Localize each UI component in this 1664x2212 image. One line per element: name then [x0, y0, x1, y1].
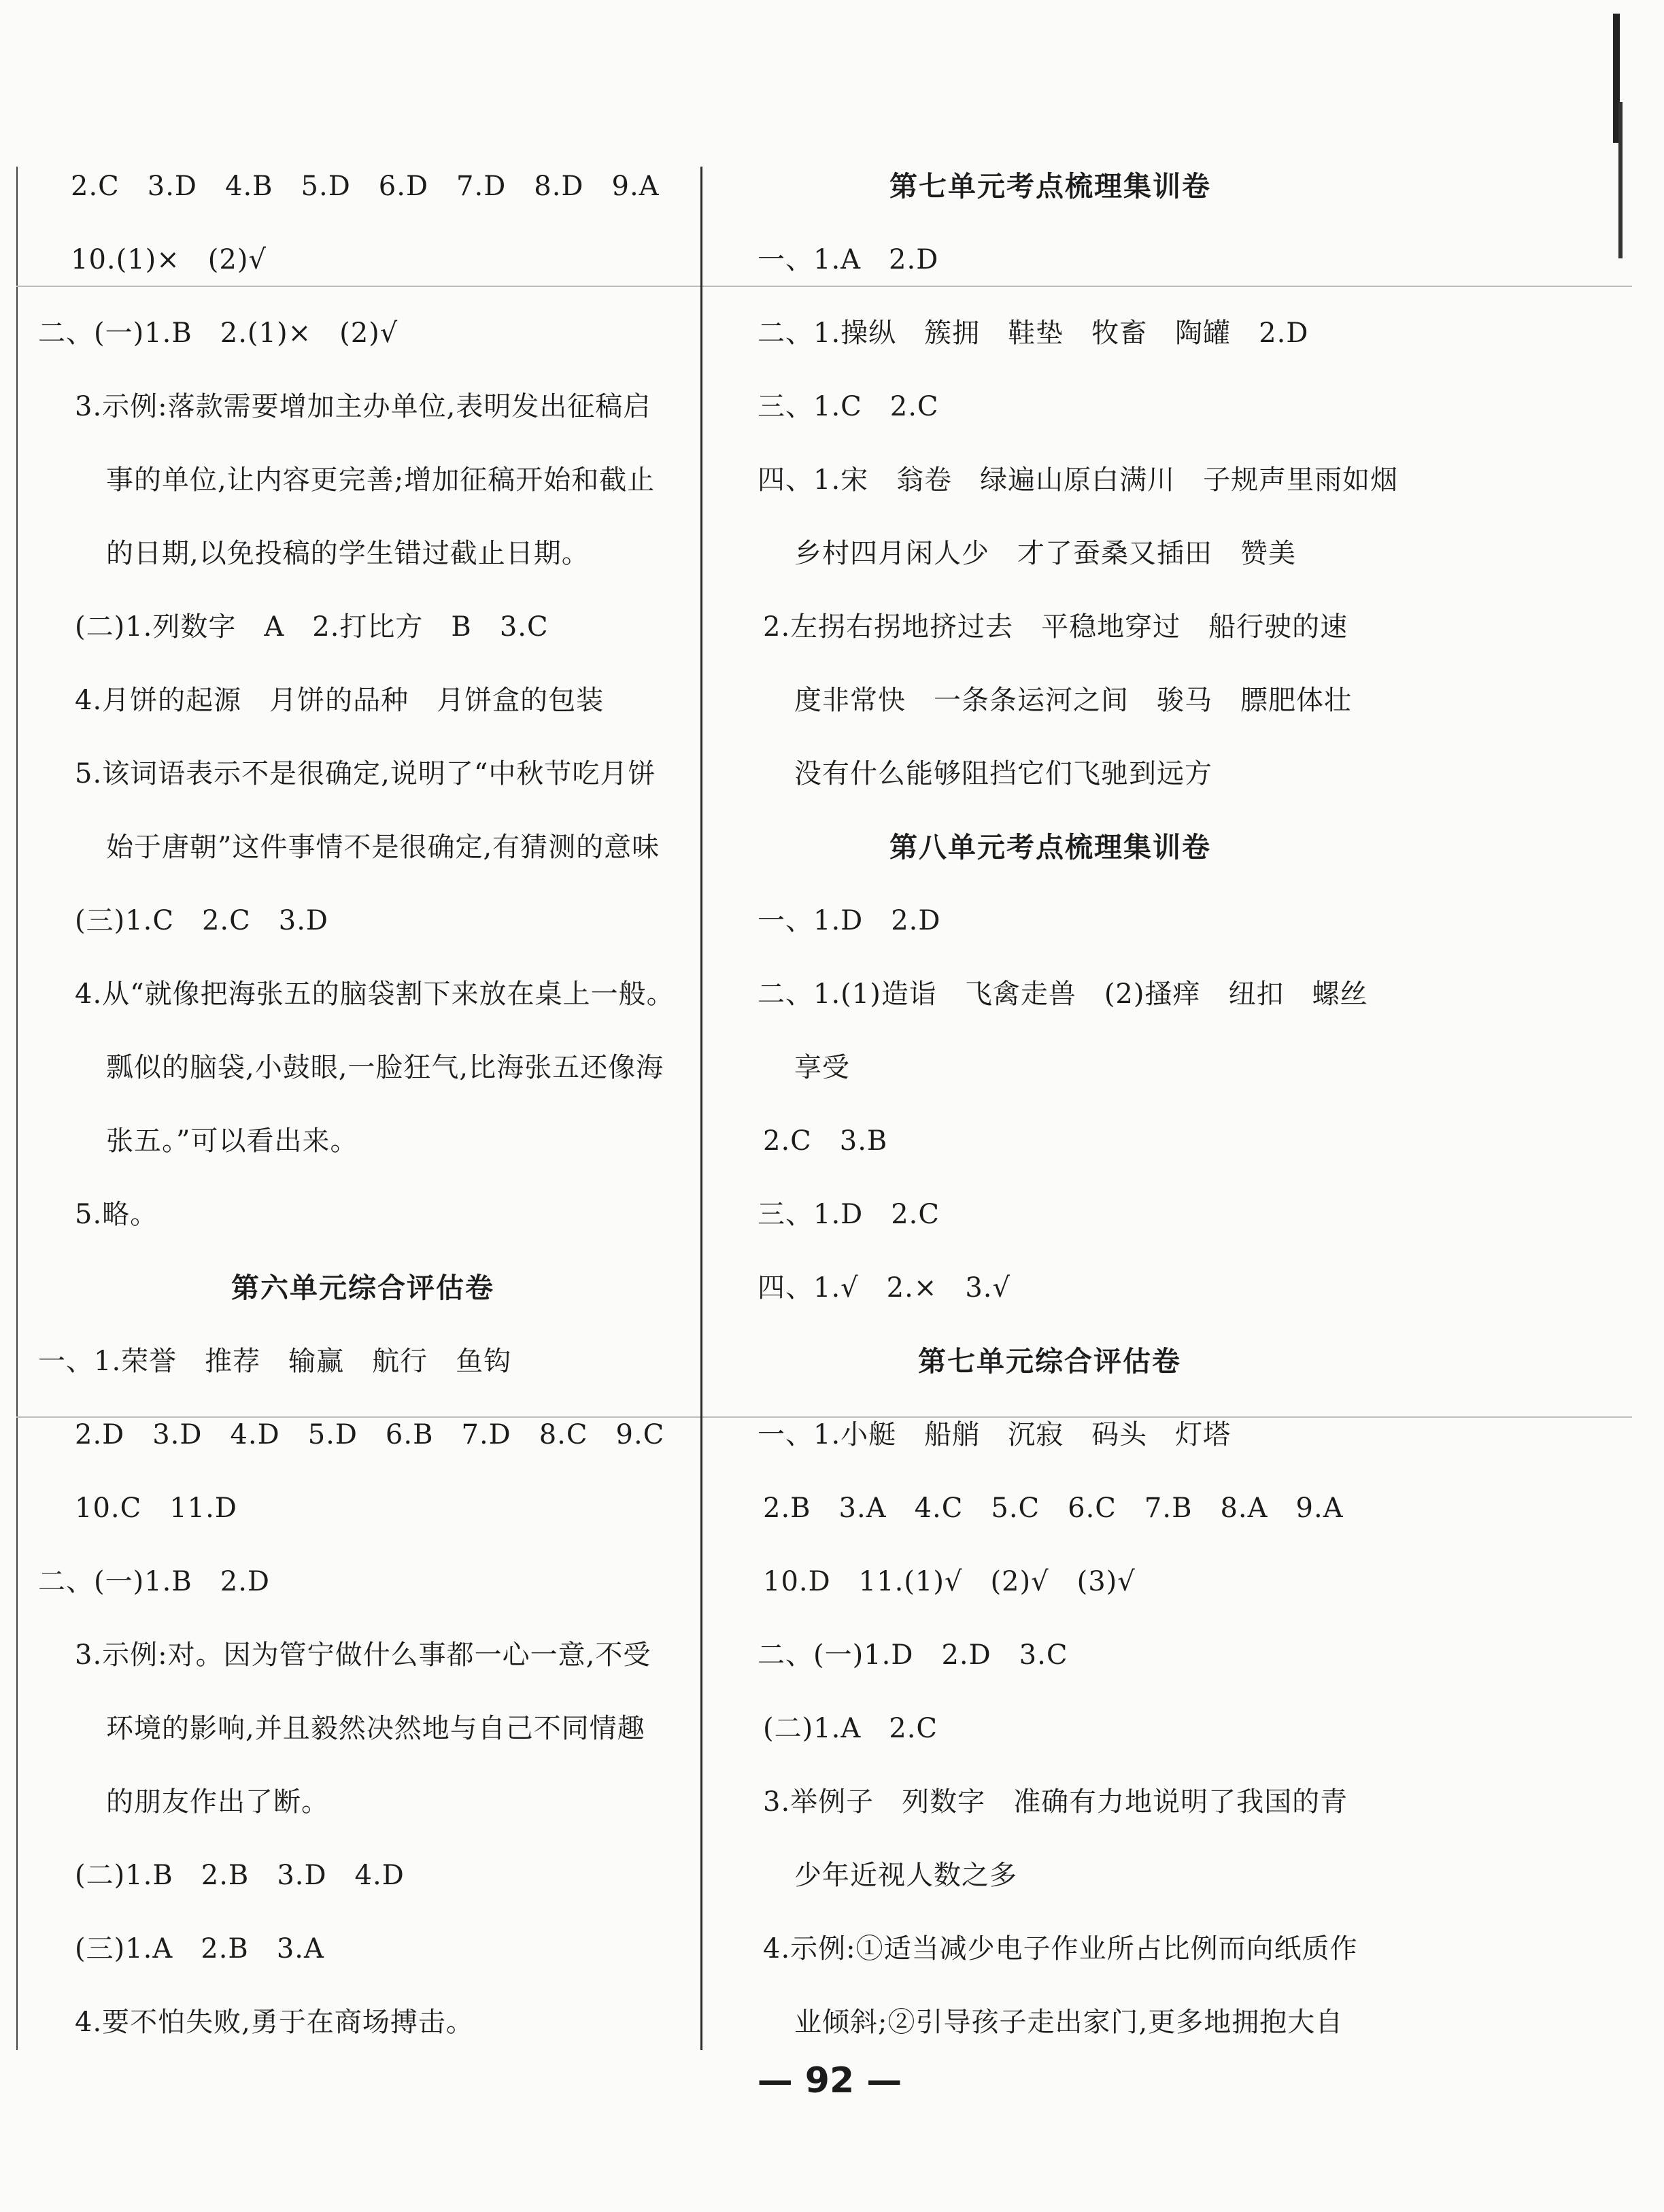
answer-line: 的朋友作出了断。 [106, 1786, 329, 1818]
answer-line: 10.C 11.D [75, 1493, 237, 1524]
answer-line: 2.C 3.D 4.B 5.D 6.D 7.D 8.D 9.A [71, 171, 660, 202]
answer-line: 4.从“就像把海张五的脑袋割下来放在桌上一般。 [75, 979, 675, 1010]
horizontal-rule [16, 286, 700, 287]
answer-line: 瓢似的脑袋,小鼓眼,一脸狂气,比海张五还像海 [106, 1052, 664, 1083]
section-title: 第七单元综合评估卷 [918, 1345, 1181, 1378]
answer-line: 业倾斜;②引导孩子走出家门,更多地拥抱大自 [794, 2007, 1344, 2038]
answer-line: 张五。”可以看出来。 [106, 1125, 358, 1157]
answer-line: 4.要不怕失败,勇于在商场搏击。 [75, 2007, 474, 2038]
answer-line: 乡村四月闲人少 才了蚕桑又插田 赞美 [794, 538, 1296, 569]
answer-line: 四、1.宋 翁卷 绿遍山原白满川 子规声里雨如烟 [758, 464, 1399, 496]
answer-line: 一、1.D 2.D [758, 905, 941, 936]
answer-line: (二)1.列数字 A 2.打比方 B 3.C [75, 611, 549, 643]
answer-line: 少年近视人数之多 [794, 1860, 1017, 1891]
answer-line: 2.D 3.D 4.D 5.D 6.B 7.D 8.C 9.C [75, 1419, 665, 1450]
column-divider [700, 167, 702, 2050]
answer-line: 10.D 11.(1)√ (2)√ (3)√ [763, 1566, 1136, 1597]
answer-line: 三、1.C 2.C [758, 391, 939, 422]
answer-line: 事的单位,让内容更完善;增加征稿开始和截止 [106, 464, 656, 496]
answer-line: 3.示例:对。因为管宁做什么事都一心一意,不受 [75, 1639, 651, 1671]
answer-line: 享受 [794, 1052, 850, 1083]
answer-line: (二)1.A 2.C [763, 1713, 938, 1744]
answer-line: (二)1.B 2.B 3.D 4.D [75, 1860, 405, 1891]
answer-line: 5.略。 [75, 1199, 158, 1230]
answer-line: (三)1.A 2.B 3.A [75, 1933, 324, 1964]
answer-line: 5.该词语表示不是很确定,说明了“中秋节吃月饼 [75, 758, 656, 789]
answer-line: 一、1.A 2.D [758, 244, 939, 275]
section-title: 第六单元综合评估卷 [231, 1272, 494, 1304]
answer-line: 4.示例:①适当减少电子作业所占比例而向纸质作 [763, 1933, 1358, 1964]
answer-line: 2.B 3.A 4.C 5.C 6.C 7.B 8.A 9.A [763, 1493, 1344, 1524]
answer-line: 环境的影响,并且毅然决然地与自己不同情趣 [106, 1713, 645, 1744]
answer-line: 没有什么能够阻挡它们飞驰到远方 [794, 758, 1212, 789]
section-title: 第八单元考点梳理集训卷 [889, 831, 1211, 864]
answer-line: 3.举例子 列数字 准确有力地说明了我国的青 [763, 1786, 1348, 1818]
answer-line: 始于唐朝”这件事情不是很确定,有猜测的意味 [106, 832, 660, 863]
answer-line: 二、1.操纵 簇拥 鞋垫 牧畜 陶罐 2.D [758, 318, 1309, 349]
left-margin-rule [16, 167, 18, 2050]
scan-edge-mark [1618, 102, 1623, 258]
answer-line: 四、1.√ 2.× 3.√ [758, 1272, 1011, 1304]
answer-line: 一、1.小艇 船艄 沉寂 码头 灯塔 [758, 1419, 1232, 1450]
answer-line: 2.C 3.B [763, 1125, 888, 1157]
page-number: — 92 — [757, 2060, 902, 2101]
answer-line: 三、1.D 2.C [758, 1199, 940, 1230]
answer-line: 二、(一)1.D 2.D 3.C [758, 1639, 1068, 1671]
answer-line: 二、1.(1)造诣 飞禽走兽 (2)搔痒 纽扣 螺丝 [758, 979, 1368, 1010]
answer-line: 10.(1)× (2)√ [71, 244, 267, 275]
answer-line: 2.左拐右拐地挤过去 平稳地穿过 船行驶的速 [763, 611, 1348, 643]
answer-line: 度非常快 一条条运河之间 骏马 膘肥体壮 [794, 685, 1352, 716]
answer-line: 二、(一)1.B 2.(1)× (2)√ [38, 318, 398, 349]
answer-line: 4.月饼的起源 月饼的品种 月饼盒的包装 [75, 685, 605, 716]
answer-line: 一、1.荣誉 推荐 输赢 航行 鱼钩 [38, 1346, 512, 1377]
answer-line: 的日期,以免投稿的学生错过截止日期。 [106, 538, 590, 569]
answer-line: (三)1.C 2.C 3.D [75, 905, 328, 936]
horizontal-rule [702, 286, 1632, 287]
section-title: 第七单元考点梳理集训卷 [889, 170, 1211, 203]
answer-line: 二、(一)1.B 2.D [38, 1566, 271, 1597]
answer-line: 3.示例:落款需要增加主办单位,表明发出征稿启 [75, 391, 651, 422]
